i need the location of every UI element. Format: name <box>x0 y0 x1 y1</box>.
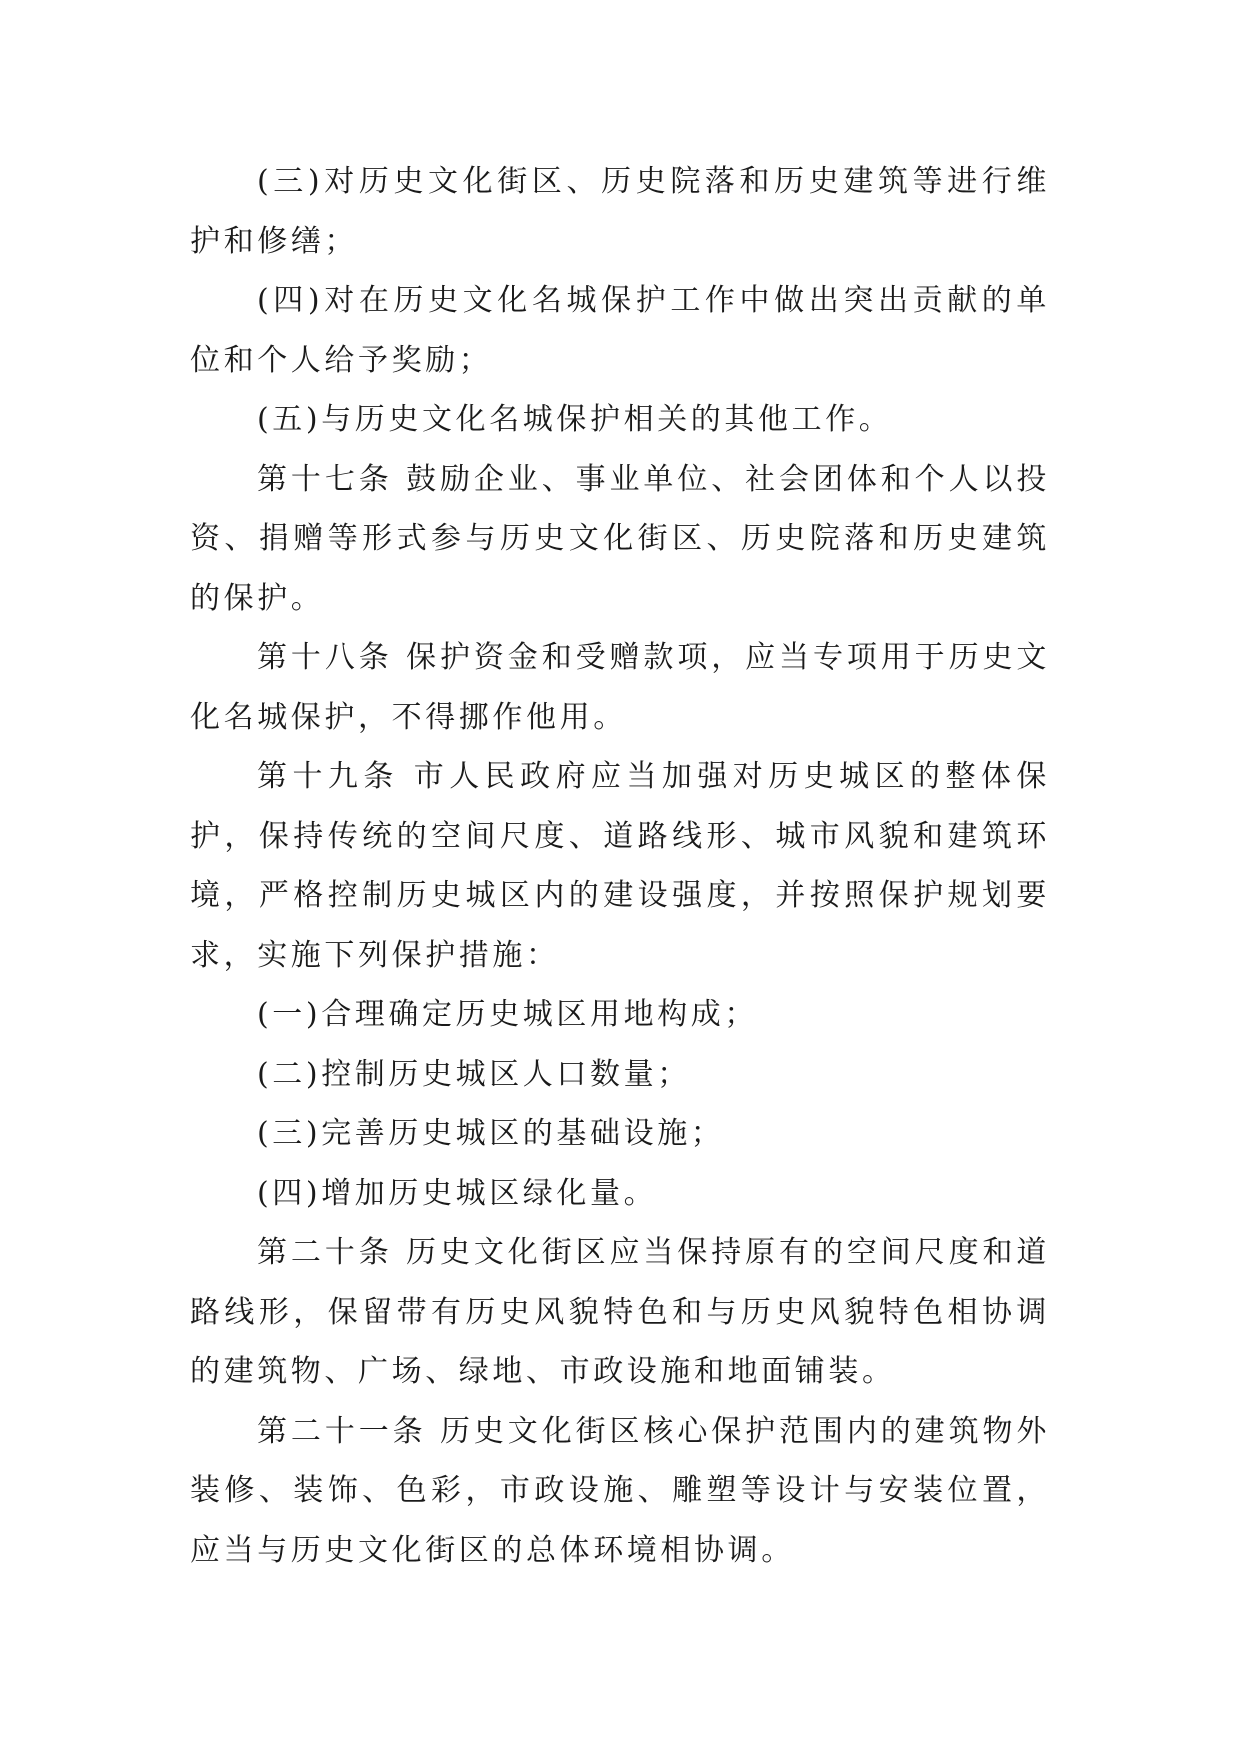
article-19-item-4: (四)增加历史城区绿化量。 <box>257 1175 658 1211</box>
article-19-item-1: (一)合理确定历史城区用地构成； <box>257 997 759 1032</box>
clause-item-3-maintenance: (三)对历史文化街区、历史院落和历史建筑等进行维护和修缮； <box>190 164 1050 259</box>
article-20: 第二十条 历史文化街区应当保持原有的空间尺度和道路线形，保留带有历史风貌特色和与历史风貌特色相协调的建筑物、广场、绿地、市政设施和地面铺装。 <box>190 1235 1050 1389</box>
article-19-item-3: (三)完善历史城区的基础设施； <box>257 1116 725 1151</box>
article-18: 第十八条 保护资金和受赠款项，应当专项用于历史文化名城保护，不得挪作他用。 <box>190 640 1050 735</box>
clause-item-4-rewards: (四)对在历史文化名城保护工作中做出突出贡献的单位和个人给予奖励； <box>190 283 1050 378</box>
article-21: 第二十一条 历史文化街区核心保护范围内的建筑物外装修、装饰、色彩，市政设施、雕塑等设计与安装位置，应当与历史文化街区的总体环境相协调。 <box>190 1413 1050 1568</box>
article-19-item-2: (二)控制历史城区人口数量； <box>257 1056 691 1092</box>
article-17: 第十七条 鼓励企业、事业单位、社会团体和个人以投资、捐赠等形式参与历史文化街区、历史院落和历史建筑的保护。 <box>190 461 1050 616</box>
article-19: 第十九条 市人民政府应当加强对历史城区的整体保护，保持传统的空间尺度、道路线形、城市风貌和建筑环境，严格控制历史城区内的建设强度，并按照保护规划要求，实施下列保护措施： <box>190 759 1050 973</box>
clause-item-5-other-work: (五)与历史文化名城保护相关的其他工作。 <box>257 402 893 437</box>
document-body <box>190 152 1050 1580</box>
